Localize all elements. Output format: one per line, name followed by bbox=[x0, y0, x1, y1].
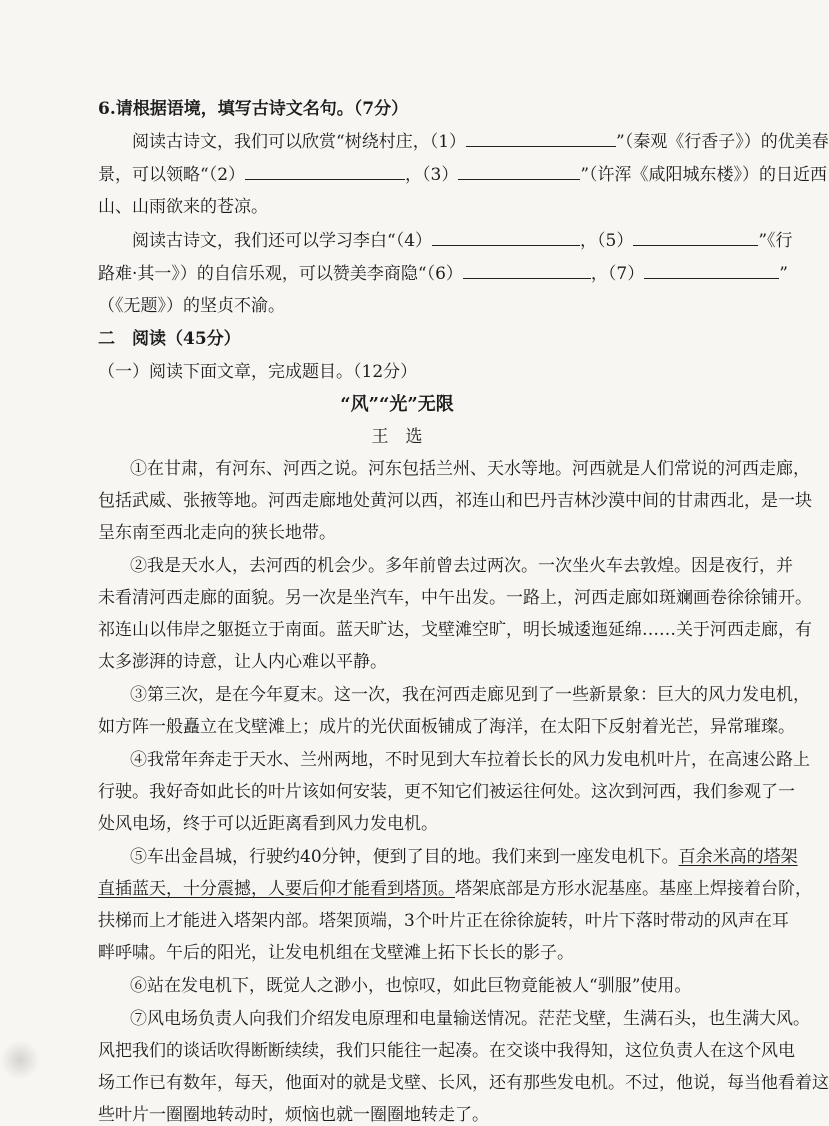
q6-text-2a: 景，可以领略“（2） bbox=[98, 165, 246, 185]
question-6-heading: 6.请根据语境，填写古诗文名句。（7分） bbox=[98, 99, 409, 119]
p6-line-1: ⑥站在发电机下，既觉人之渺小，也惊叹，如此巨物竟能被人“驯服”使用。 bbox=[130, 976, 692, 996]
p7-line-4: 些叶片一圈圈地转动时，烦恼也就一圈圈地转走了。 bbox=[98, 1105, 489, 1125]
p1-line-2: 包括武威、张掖等地。河西走廊地处黄河以西，祁连山和巴丹吉林沙漠中间的甘肃西北，是一块 bbox=[98, 491, 812, 511]
q6-line-4 bbox=[132, 229, 793, 252]
p4-line-2: 行驶。我好奇如此长的叶片该如何安装，更不知它们被运往何处。这次到河西，我们参观了一 bbox=[98, 782, 795, 802]
p1-line-1: ①在甘肃，有河东、河西之说。河东包括兰州、天水等地。河西就是人们常说的河西走廊， bbox=[130, 459, 810, 479]
q6-text-2b: ，（3） bbox=[405, 165, 459, 185]
p2-line-1: ②我是天水人，去河西的机会少。多年前曾去过两次。一次坐火车去敦煌。因是夜行，并 bbox=[130, 556, 793, 576]
p2-line-4: 太多澎湃的诗意，让人内心难以平静。 bbox=[98, 652, 387, 672]
q6-line-1 bbox=[132, 130, 829, 153]
q6-text-5b: ，（7） bbox=[590, 264, 645, 284]
p2-line-2: 未看清河西走廊的面貌。另一次是坐汽车，中午出发。一路上，河西走廊如斑斓画卷徐徐铺开。 bbox=[98, 588, 812, 608]
p3-line-2: 如方阵一般矗立在戈壁滩上；成片的光伏面板铺成了海洋，在太阳下反射着光芒，异常璀璨。 bbox=[98, 717, 795, 737]
p7-line-1: ⑦风电场负责人向我们介绍发电原理和电量输送情况。茫茫戈壁，生满石头，也生满大风。 bbox=[130, 1009, 810, 1029]
q6-text-5c: ” bbox=[779, 264, 788, 284]
answer-blank-4[interactable] bbox=[432, 229, 580, 246]
p5-line-1 bbox=[130, 846, 798, 868]
p5-text-a: ⑤车出金昌城，行驶约40分钟，便到了目的地。我们来到一座发电机下。 bbox=[130, 847, 679, 867]
p5-text-b: 塔架底部是方形水泥基座。基座上焊接着台阶， bbox=[455, 879, 812, 899]
answer-blank-2[interactable] bbox=[245, 163, 405, 180]
p7-line-3: 场工作已有数年，每天，他面对的就是戈壁、长风，还有那些发电机。不过，他说，每当他看着这 bbox=[98, 1073, 829, 1093]
answer-blank-5[interactable] bbox=[633, 229, 758, 246]
q6-text-1b: ”（秦观《行香子》）的优美春 bbox=[616, 132, 829, 152]
p4-line-3: 处风电场，终于可以近距离看到风力发电机。 bbox=[98, 814, 438, 834]
p5-line-2 bbox=[98, 878, 812, 900]
q6-text-5a: 路难·其一》）的自信乐观，可以赞美李商隐“（6） bbox=[98, 264, 463, 284]
q6-line-6: （《无题》）的坚贞不渝。 bbox=[98, 296, 285, 316]
scan-smudge bbox=[0, 1040, 40, 1080]
p7-line-2: 风把我们的谈话吹得断断续续，我们只能往一起凑。在交谈中我得知，这位负责人在这个风电 bbox=[98, 1041, 795, 1061]
q6-text-4a: 阅读古诗文，我们还可以学习李白“（4） bbox=[132, 231, 433, 251]
q6-line-3: 山、山雨欲来的苍凉。 bbox=[98, 197, 268, 217]
p2-line-3: 祁连山以伟岸之躯挺立于南面。蓝天旷达，戈壁滩空旷，明长城逶迤延绵……关于河西走廊，有 bbox=[98, 620, 812, 640]
p1-line-3: 呈东南至西北走向的狭长地带。 bbox=[98, 523, 336, 543]
answer-blank-7[interactable] bbox=[644, 262, 779, 279]
p5-underlined-1: 百余米高的塔架 bbox=[678, 847, 798, 867]
section-2-subheading: （一）阅读下面文章，完成题目。（12分） bbox=[98, 362, 418, 382]
answer-blank-3[interactable] bbox=[458, 163, 580, 180]
q6-text-4b: ，（5） bbox=[580, 231, 634, 251]
q6-line-5 bbox=[98, 262, 788, 285]
q6-line-2 bbox=[98, 163, 827, 186]
p5-line-4: 畔呼啸。午后的阳光，让发电机组在戈壁滩上拓下长长的影子。 bbox=[98, 943, 574, 963]
q6-text-1a: 阅读古诗文，我们可以欣赏“树绕村庄，（1） bbox=[132, 132, 467, 152]
q6-text-2c: ”（许浑《咸阳城东楼》）的日近西 bbox=[580, 165, 828, 185]
p5-line-3: 扶梯而上才能进入塔架内部。塔架顶端，3个叶片正在徐徐旋转，叶片下落时带动的风声在耳 bbox=[98, 911, 789, 931]
article-title: “风”“光”无限 bbox=[340, 394, 454, 415]
section-2-heading: 二 阅读（45分） bbox=[98, 329, 241, 349]
p3-line-1: ③第三次，是在今年夏末。这一次，我在河西走廊见到了一些新景象：巨大的风力发电机， bbox=[130, 685, 810, 705]
q6-text-4c: ”《行 bbox=[758, 231, 793, 251]
p5-underlined-2: 直插蓝天，十分震撼，人要后仰才能看到塔顶。 bbox=[98, 879, 455, 899]
article-author: 王 选 bbox=[371, 427, 423, 447]
p4-line-1: ④我常年奔走于天水、兰州两地，不时见到大车拉着长长的风力发电机叶片，在高速公路上 bbox=[130, 750, 810, 770]
answer-blank-6[interactable] bbox=[463, 262, 591, 279]
answer-blank-1[interactable] bbox=[466, 130, 616, 147]
